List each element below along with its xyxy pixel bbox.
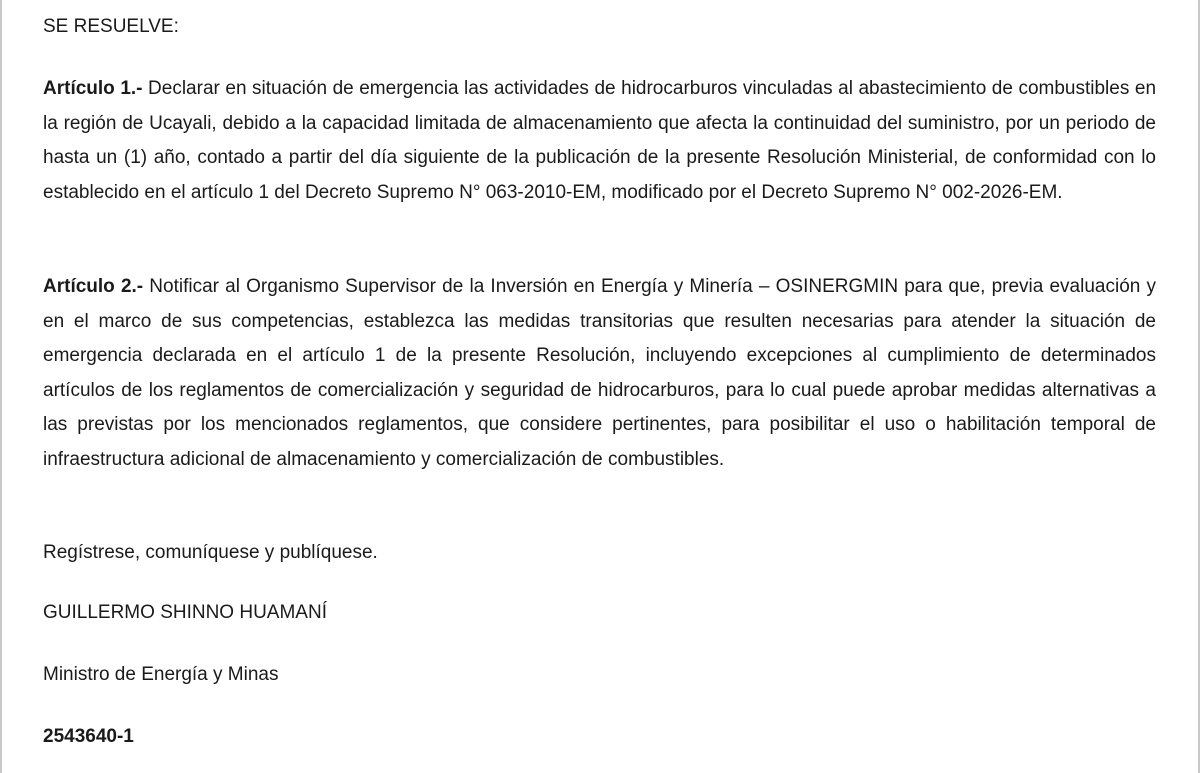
article-1 [43, 72, 1156, 210]
article-1-title: Artículo 1.- [43, 78, 143, 99]
resolution-heading: SE RESUELVE: [43, 16, 179, 37]
article-1-text: Declarar en situación de emergencia las actividades de hidrocarburos vinculadas al abastecimiento de combustibles en la región de Ucayali, debido a la capacidad limitada de almacenamiento que afecta la continuidad del suministro, por un periodo de hasta un (1) año, contado a partir del día siguiente de la publicación de la presente Resolución Ministerial, de conformidad con lo establecido en el artículo 1 del Decreto Supremo N° 063-2010-EM, modificado por el Decreto Supremo N° 002-2026-EM. [43, 78, 1157, 203]
signer-role: Ministro de Energía y Minas [43, 664, 279, 685]
page-left-edge [0, 0, 2, 773]
article-2-title: Artículo 2.- [43, 276, 144, 297]
closing-formula: Regístrese, comuníquese y publíquese. [43, 542, 378, 563]
publication-code: 2543640-1 [43, 726, 134, 747]
article-2 [43, 270, 1156, 477]
article-2-text: Notificar al Organismo Supervisor de la Inversión en Energía y Minería – OSINERGMIN para que, previa evaluación y en el marco de sus competencias, establezca las medidas transitorias que resulten necesarias para atender la situación de emergencia declarada en el artículo 1 de la presente Resolución, incluyendo excepciones al cumplimiento de determinados artículos de los reglamentos de comercialización y seguridad de hidrocarburos, para lo cual puede aprobar medidas alternativas a las previstas por los mencionados reglamentos, que considere pertinentes, para posibilitar el uso o habilitación temporal de infraestructura adicional de almacenamiento y comercialización de combustibles. [43, 276, 1156, 470]
signer-name: GUILLERMO SHINNO HUAMANÍ [43, 602, 327, 623]
